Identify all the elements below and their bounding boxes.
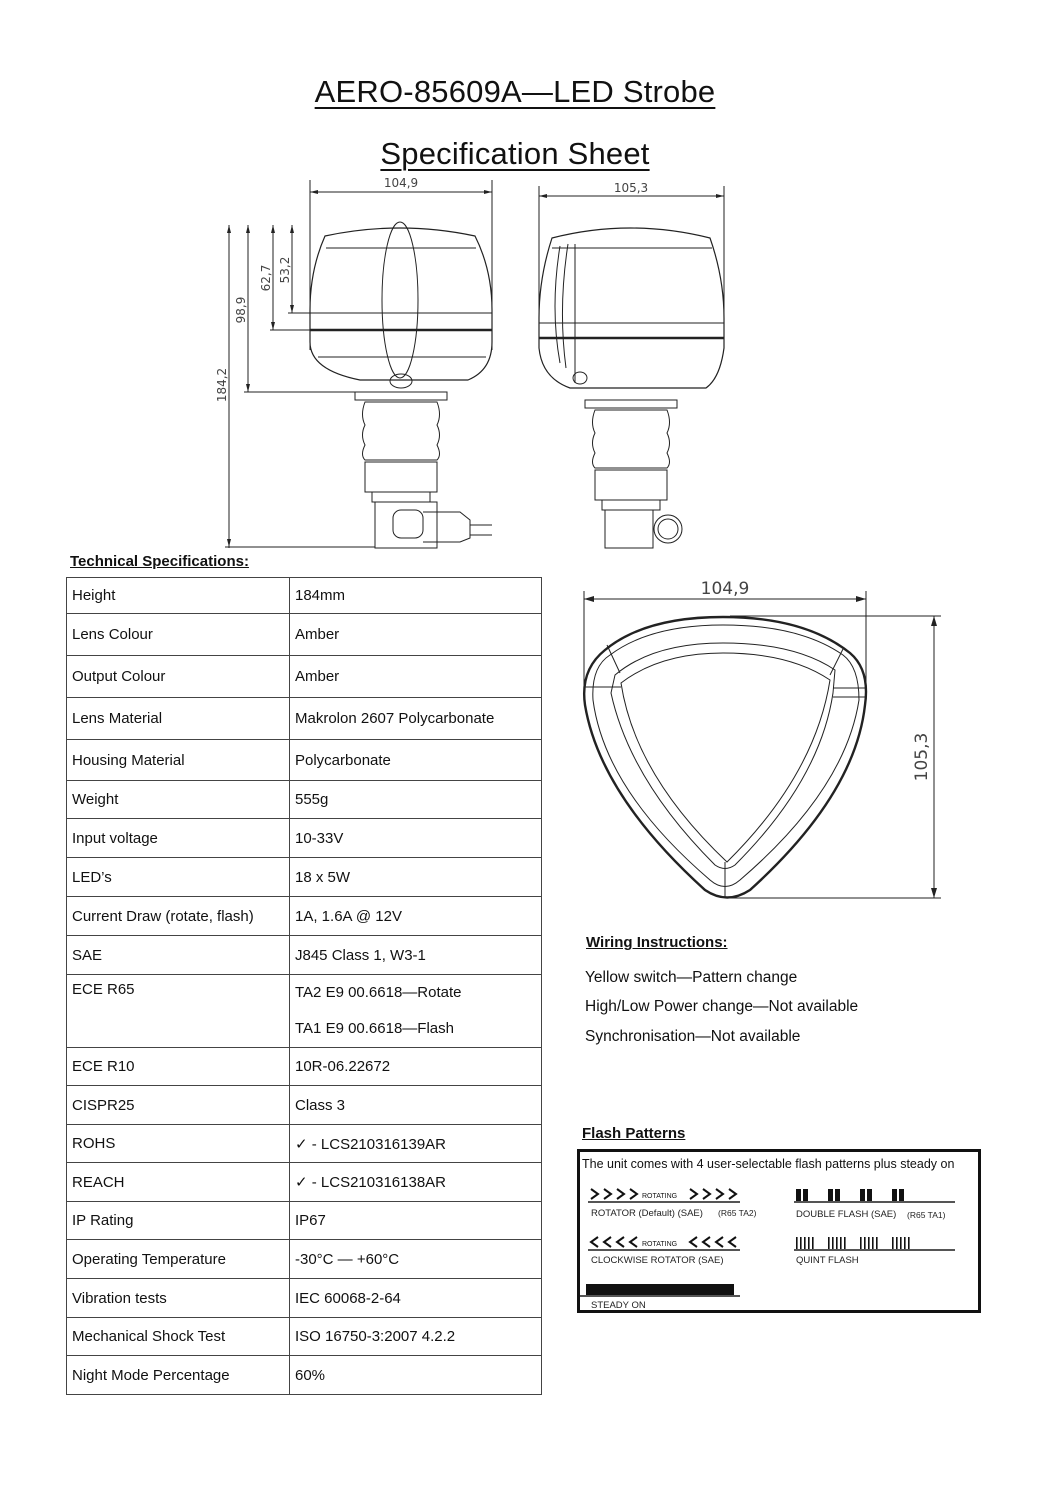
flash-pattern-graphics xyxy=(580,1152,978,1310)
chevron-left-icon xyxy=(591,1237,598,1247)
spec-value: IP67 xyxy=(290,1202,542,1240)
flash-bar xyxy=(904,1237,906,1249)
spec-row xyxy=(67,1202,542,1240)
spec-value: 10-33V xyxy=(290,819,542,858)
top-width-dim: 104,9 xyxy=(700,579,750,599)
spec-row xyxy=(67,698,542,740)
pattern-label-clockwise-rotator: CLOCKWISE ROTATOR (SAE) xyxy=(591,1255,724,1266)
flash-bar xyxy=(796,1237,798,1249)
spec-key: Operating Temperature xyxy=(67,1240,290,1279)
spec-key: CISPR25 xyxy=(67,1086,290,1125)
chevron-right-icon xyxy=(690,1189,697,1199)
chevron-right-icon xyxy=(716,1189,723,1199)
flash-bar xyxy=(868,1237,870,1249)
spec-value: Makrolon 2607 Polycarbonate xyxy=(290,698,542,740)
rotating-label: ROTATING xyxy=(642,1241,678,1248)
spec-value: 1A, 1.6A @ 12V xyxy=(290,897,542,936)
spec-row xyxy=(67,897,542,936)
flash-bar xyxy=(899,1189,904,1201)
chevron-left-icon xyxy=(630,1237,637,1247)
spec-row xyxy=(67,1356,542,1395)
wiring-instructions-heading: Wiring Instructions: xyxy=(586,934,728,951)
spec-row xyxy=(67,1318,542,1356)
spec-value: 60% xyxy=(290,1356,542,1395)
spec-value: 18 x 5W xyxy=(290,858,542,897)
flash-bar xyxy=(860,1237,862,1249)
wiring-line: Synchronisation—Not available xyxy=(585,1028,801,1045)
flash-bar xyxy=(896,1237,898,1249)
steady-on-pattern-graphic xyxy=(580,1284,740,1296)
chevron-right-icon xyxy=(630,1189,637,1199)
chevron-left-icon xyxy=(716,1237,723,1247)
spec-value: Polycarbonate xyxy=(290,740,542,781)
top-height-dim: 105,3 xyxy=(912,732,932,782)
spec-row xyxy=(67,936,542,975)
flash-bar xyxy=(892,1189,897,1201)
spec-key: Output Colour xyxy=(67,656,290,698)
spec-key: Lens Colour xyxy=(67,614,290,656)
spec-key: Vibration tests xyxy=(67,1279,290,1318)
side-height-dim-3: 62,7 xyxy=(259,264,273,292)
pattern-label-double-flash: DOUBLE FLASH (SAE) xyxy=(796,1209,897,1220)
flash-bar xyxy=(808,1237,810,1249)
spec-value xyxy=(290,975,542,1048)
rotator-pattern-graphic xyxy=(588,1189,740,1202)
flash-bar xyxy=(872,1237,874,1249)
chevron-right-icon xyxy=(703,1189,710,1199)
flash-bar xyxy=(867,1189,872,1201)
spec-value: -30°C — +60°C xyxy=(290,1240,542,1279)
spec-row xyxy=(67,578,542,614)
side-height-dim-2: 98,9 xyxy=(234,296,248,324)
spec-value: 555g xyxy=(290,781,542,819)
flash-bar xyxy=(836,1237,838,1249)
flash-bar xyxy=(840,1237,842,1249)
flash-bar xyxy=(844,1237,846,1249)
flash-bar xyxy=(908,1237,910,1249)
chevron-left-icon xyxy=(617,1237,624,1247)
spec-value-line: TA2 E9 00.6618—Rotate xyxy=(295,984,462,1001)
spec-value: 10R-06.22672 xyxy=(290,1048,542,1086)
flash-bar xyxy=(828,1237,830,1249)
chevron-right-icon xyxy=(617,1189,624,1199)
spec-row xyxy=(67,1279,542,1318)
spec-key: ECE R10 xyxy=(67,1048,290,1086)
chevron-left-icon xyxy=(690,1237,697,1247)
flash-bar xyxy=(900,1237,902,1249)
flash-patterns-box xyxy=(577,1149,981,1313)
flash-bar xyxy=(803,1189,808,1201)
side-height-dim-total: 184,2 xyxy=(215,367,229,403)
wiring-line: High/Low Power change—Not available xyxy=(585,998,859,1015)
chevron-right-icon xyxy=(591,1189,598,1199)
spec-key: Mechanical Shock Test xyxy=(67,1318,290,1356)
spec-row xyxy=(67,740,542,781)
spec-row xyxy=(67,858,542,897)
flash-bar xyxy=(892,1237,894,1249)
quint-flash-pattern-graphic xyxy=(794,1237,955,1250)
flash-bar xyxy=(800,1237,802,1249)
spec-row xyxy=(67,975,542,1048)
spec-value: Amber xyxy=(290,614,542,656)
document-title: AERO-85609A—LED Strobe xyxy=(314,74,716,109)
spec-key: Height xyxy=(67,578,290,614)
chevron-right-icon xyxy=(729,1189,736,1199)
chevron-left-icon xyxy=(729,1237,736,1247)
side-width-dim: 104,9 xyxy=(383,176,419,190)
spec-key: Lens Material xyxy=(67,698,290,740)
spec-key: Input voltage xyxy=(67,819,290,858)
spec-row xyxy=(67,1125,542,1163)
front-view-drawing xyxy=(530,178,740,553)
flash-patterns-heading: Flash Patterns xyxy=(582,1125,686,1142)
flash-bar xyxy=(832,1237,834,1249)
rotating-label: ROTATING xyxy=(642,1193,678,1200)
side-height-dim-4: 53,2 xyxy=(278,256,292,284)
spec-row xyxy=(67,1048,542,1086)
spec-row xyxy=(67,1163,542,1202)
steady-bar xyxy=(586,1284,734,1295)
pattern-note-rotator: (R65 TA2) xyxy=(718,1208,757,1218)
spec-key: Current Draw (rotate, flash) xyxy=(67,897,290,936)
spec-value: ✓ - LCS210316139AR xyxy=(290,1125,542,1163)
spec-key: Night Mode Percentage xyxy=(67,1356,290,1395)
clockwise-rotator-pattern-graphic xyxy=(588,1237,740,1250)
pattern-note-double-flash: (R65 TA1) xyxy=(907,1210,946,1220)
spec-key: ECE R65 xyxy=(67,975,290,1048)
spec-value: J845 Class 1, W3-1 xyxy=(290,936,542,975)
spec-value: 184mm xyxy=(290,578,542,614)
chevron-right-icon xyxy=(604,1189,611,1199)
spec-key: Housing Material xyxy=(67,740,290,781)
spec-value: ISO 16750-3:2007 4.2.2 xyxy=(290,1318,542,1356)
spec-key: ROHS xyxy=(67,1125,290,1163)
spec-key: LED’s xyxy=(67,858,290,897)
flash-patterns-intro: The unit comes with 4 user-selectable flash patterns plus steady on xyxy=(582,1157,955,1171)
spec-key: REACH xyxy=(67,1163,290,1202)
spec-row xyxy=(67,656,542,698)
spec-value: Amber xyxy=(290,656,542,698)
chevron-left-icon xyxy=(604,1237,611,1247)
front-width-dim: 105,3 xyxy=(613,181,649,195)
spec-row xyxy=(67,614,542,656)
top-view-drawing xyxy=(575,575,955,910)
flash-bar xyxy=(812,1237,814,1249)
double-flash-pattern-graphic xyxy=(794,1189,955,1202)
spec-row xyxy=(67,781,542,819)
flash-bar xyxy=(835,1189,840,1201)
spec-key: SAE xyxy=(67,936,290,975)
spec-key: IP Rating xyxy=(67,1202,290,1240)
side-view-drawing xyxy=(200,170,500,555)
chevron-left-icon xyxy=(703,1237,710,1247)
flash-bar xyxy=(804,1237,806,1249)
wiring-line: Yellow switch—Pattern change xyxy=(585,969,798,986)
spec-value: ✓ - LCS210316138AR xyxy=(290,1163,542,1202)
spec-row xyxy=(67,819,542,858)
spec-key: Weight xyxy=(67,781,290,819)
spec-value: Class 3 xyxy=(290,1086,542,1125)
flash-bar xyxy=(876,1237,878,1249)
flash-bar xyxy=(796,1189,801,1201)
document-subtitle: Specification Sheet xyxy=(380,136,650,171)
spec-row xyxy=(67,1086,542,1125)
pattern-label-quint-flash: QUINT FLASH xyxy=(796,1255,859,1266)
specifications-table xyxy=(66,577,542,1395)
flash-bar xyxy=(828,1189,833,1201)
technical-specifications-heading: Technical Specifications: xyxy=(70,553,249,570)
spec-value-line: TA1 E9 00.6618—Flash xyxy=(295,1020,454,1037)
flash-bar xyxy=(864,1237,866,1249)
pattern-label-steady-on: STEADY ON xyxy=(591,1300,646,1311)
pattern-label-rotator: ROTATOR (Default) (SAE) xyxy=(591,1208,703,1219)
spec-value: IEC 60068-2-64 xyxy=(290,1279,542,1318)
flash-bar xyxy=(860,1189,865,1201)
spec-row xyxy=(67,1240,542,1279)
